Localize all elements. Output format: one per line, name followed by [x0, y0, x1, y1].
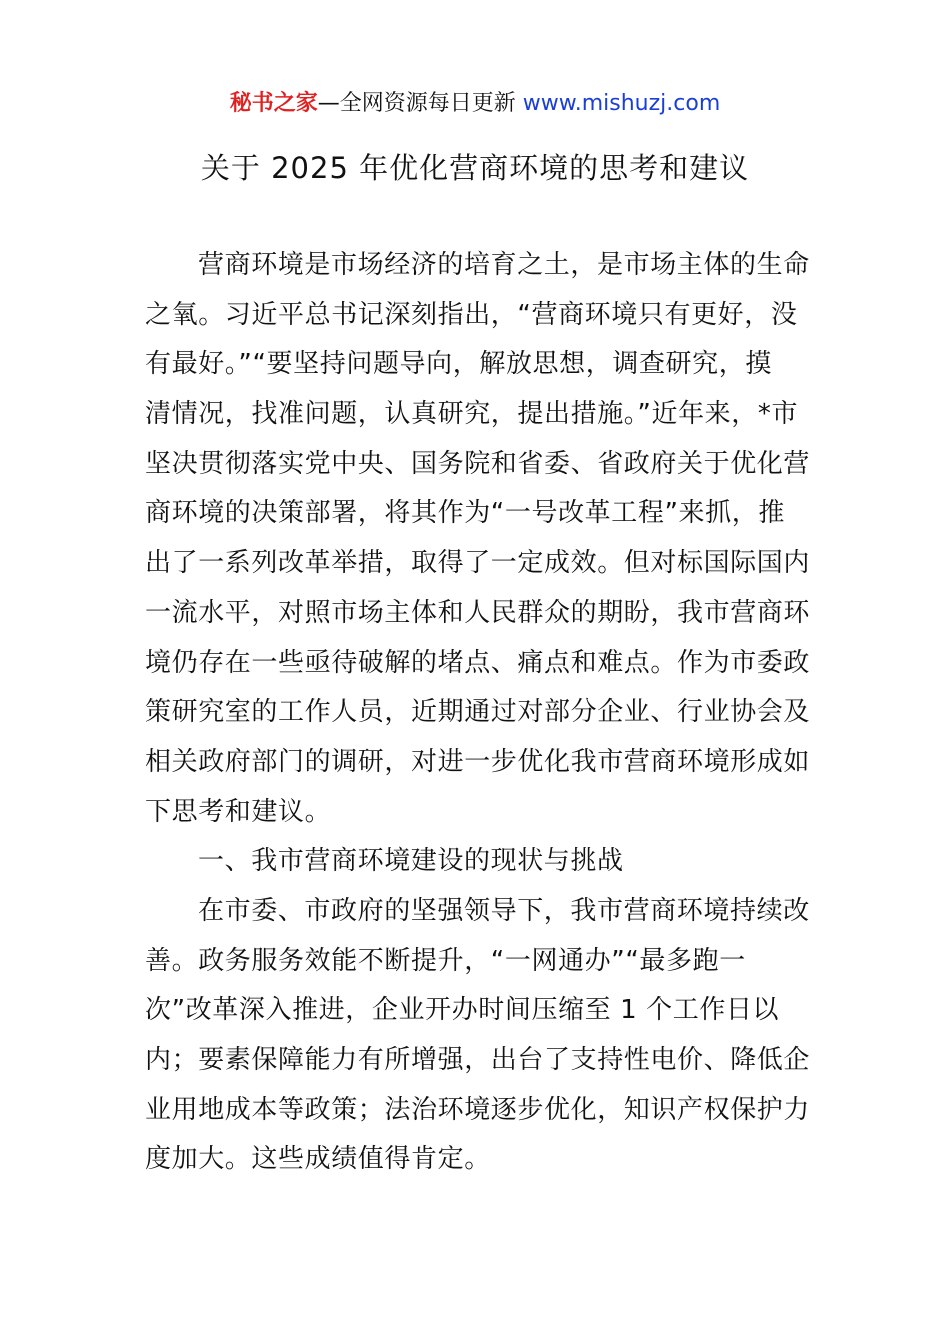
paragraph-line: 境仍存在一些亟待破解的堵点、痛点和难点。作为市委政: [145, 647, 811, 678]
paragraph-line: 一流水平，对照市场主体和人民群众的期盼，我市营商环: [145, 597, 811, 628]
paragraph-line: 在市委、市政府的坚强领导下，我市营商环境持续改: [198, 895, 810, 926]
site-header: [0, 88, 950, 120]
paragraph-line: 有最好。”“要坚持问题导向，解放思想，调查研究，摸: [145, 349, 772, 380]
paragraph-line: 度加大。这些成绩值得肯定。: [145, 1144, 491, 1175]
site-url-link[interactable]: www.mishuzj.com: [522, 91, 721, 116]
paragraph-line: 商环境的决策部署，将其作为“一号改革工程”来抓，推: [145, 498, 785, 529]
section-heading: 一、我市营商环境建设的现状与挑战: [198, 846, 624, 877]
paragraph-line: 次”改革深入推进，企业开办时间压缩至 1 个工作日以: [145, 995, 780, 1026]
paragraph-line: 善。政务服务效能不断提升，“一网通办”“最多跑一: [145, 945, 746, 976]
paragraph-line: 策研究室的工作人员，近期通过对部分企业、行业协会及: [145, 697, 811, 728]
paragraph-line: 出了一系列改革举措，取得了一定成效。但对标国际国内: [145, 548, 811, 579]
site-tagline: —全网资源每日更新: [317, 91, 523, 116]
site-brand: 秘书之家: [229, 91, 318, 116]
paragraph-line: 坚决贯彻落实党中央、国务院和省委、省政府关于优化营: [145, 448, 811, 479]
paragraph-line: 之氧。习近平总书记深刻指出，“营商环境只有更好，没: [145, 299, 798, 330]
document-title: 关于 2025 年优化营商环境的思考和建议: [200, 151, 750, 185]
paragraph-line: 下思考和建议。: [145, 796, 332, 827]
paragraph-line: 业用地成本等政策；法治环境逐步优化，知识产权保护力: [145, 1094, 811, 1125]
paragraph-line: 营商环境是市场经济的培育之土，是市场主体的生命: [198, 250, 810, 280]
paragraph-line: 清情况，找准问题，认真研究，提出措施。”近年来，*市: [145, 399, 799, 430]
paragraph-line: 相关政府部门的调研，对进一步优化我市营商环境形成如: [145, 746, 811, 777]
paragraph-line: 内；要素保障能力有所增强，出台了支持性电价、降低企: [145, 1045, 811, 1075]
document-body: [145, 241, 811, 1185]
